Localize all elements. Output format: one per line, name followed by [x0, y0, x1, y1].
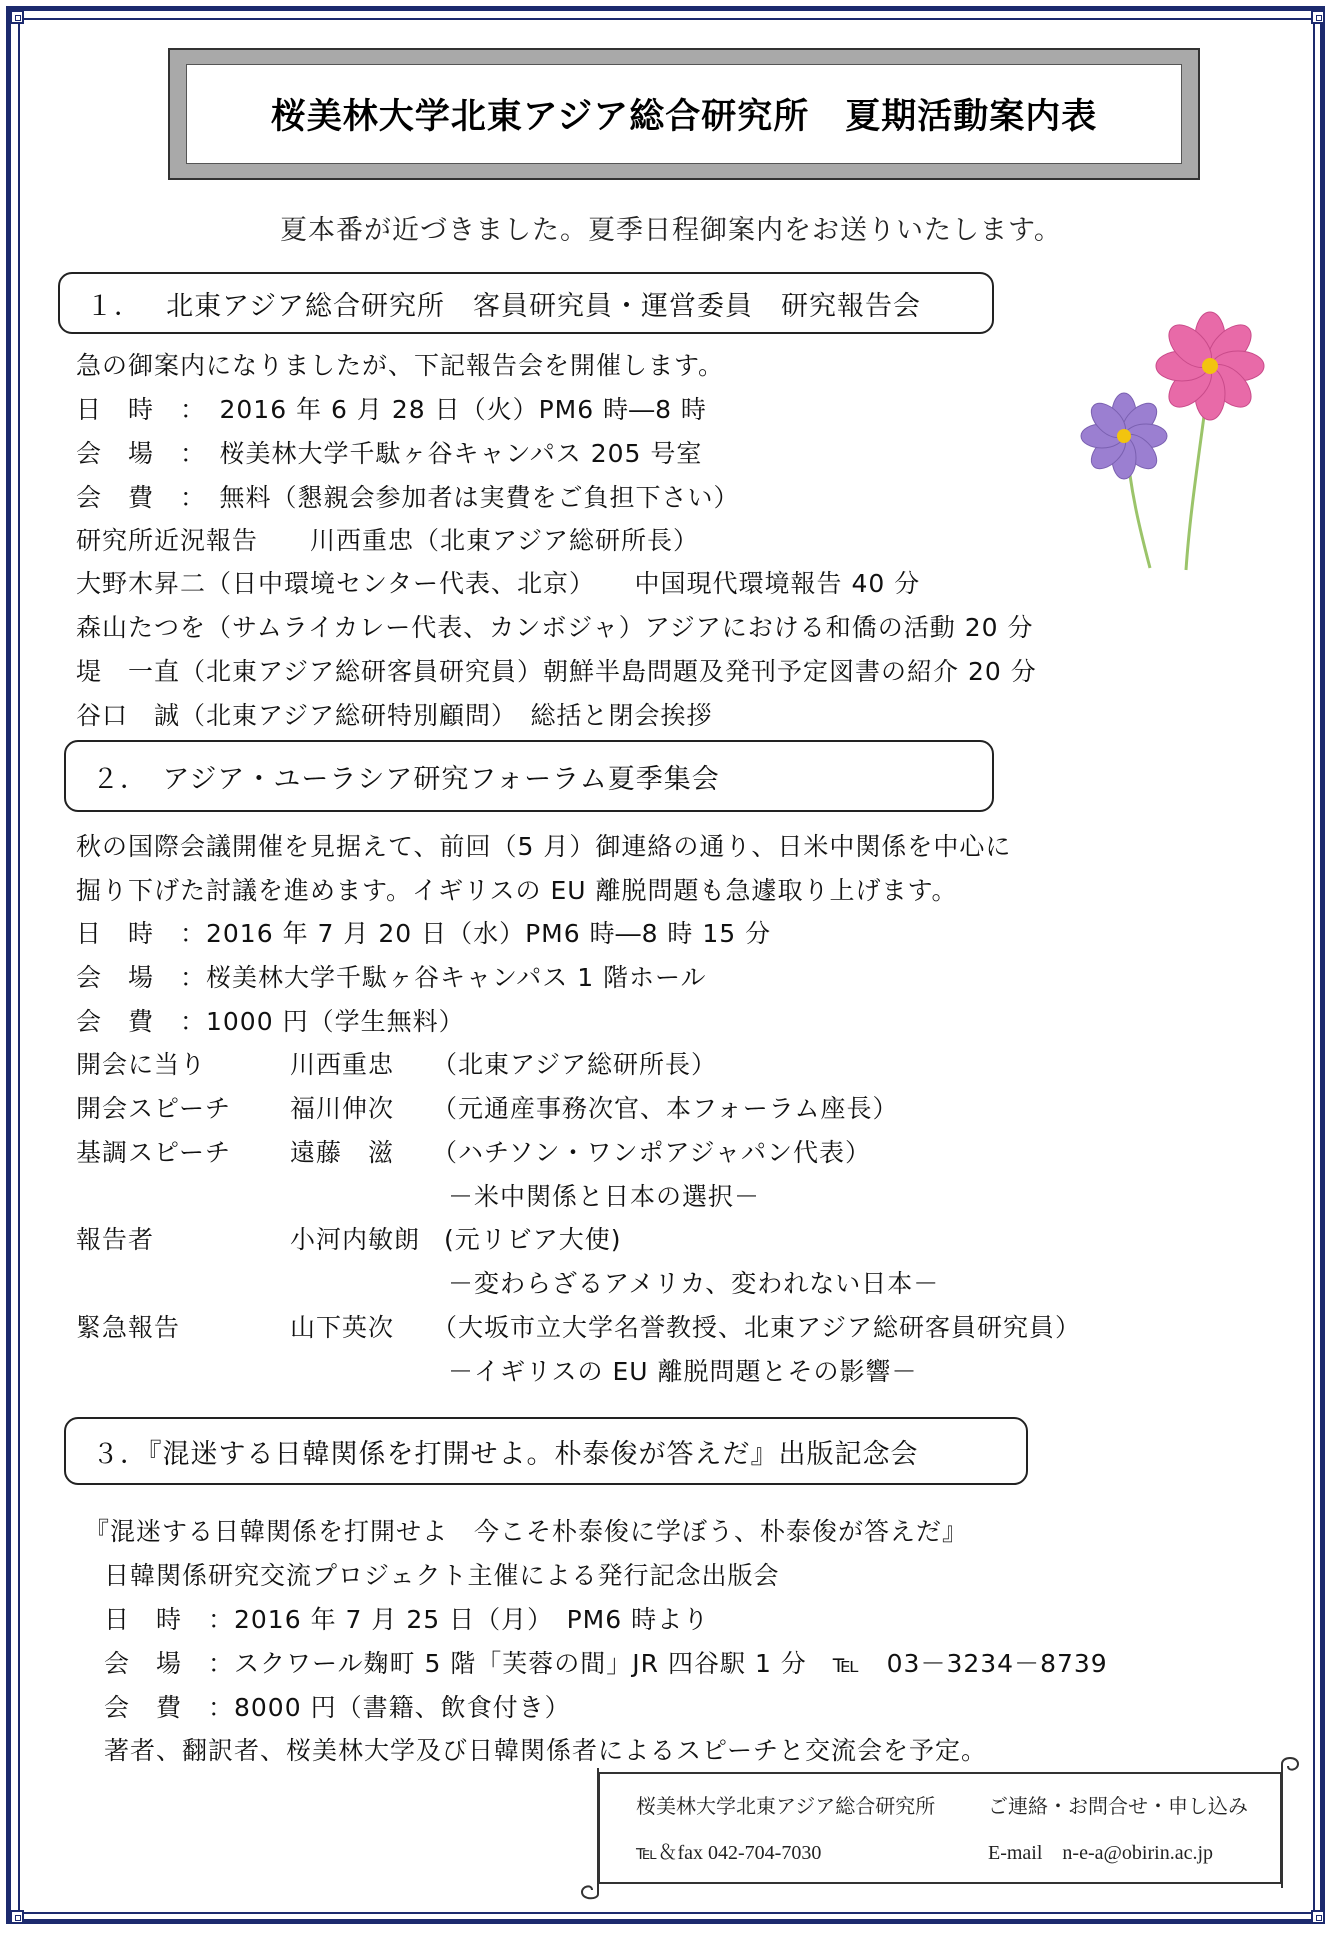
section3-heading: ３．『混迷する日韓関係を打開せよ。朴泰俊が答えだ』出版記念会	[92, 1438, 919, 1470]
page-title: 桜美林大学北東アジア総合研究所 夏期活動案内表	[270, 97, 1098, 137]
contact-tel: ℡＆fax 042-704-7030	[636, 1842, 822, 1864]
corner-ornament	[10, 10, 24, 24]
speaker-name: 遠藤 滋	[290, 1138, 395, 1167]
section3-line: 会 費 ：8000 円（書籍、飲食付き）	[104, 1693, 571, 1722]
corner-ornament	[1311, 1910, 1325, 1924]
section2-line: 秋の国際会議開催を見据えて、前回（5 月）御連絡の通り、日米中関係を中心に	[76, 832, 1012, 861]
purple-flower-icon	[1081, 393, 1167, 479]
corner-ornament	[1311, 10, 1325, 24]
subtitle: 夏本番が近づきました。夏季日程御案内をお送りいたします。	[280, 215, 1062, 246]
speaker-name: 小河内敏朗	[290, 1225, 421, 1254]
section2-heading-box	[64, 740, 994, 812]
section1-line: 会 費 ： 無料（懇親会参加者は実費をご負担下さい）	[76, 483, 740, 512]
section2-line: 掘り下げた討議を進めます。イギリスの EU 離脱問題も急遽取り上げます。	[76, 876, 958, 905]
pink-flower-icon	[1156, 312, 1264, 420]
speaker-detail: （大坂市立大学名誉教授、北東アジア総研客員研究員）	[432, 1313, 1082, 1342]
title-box	[168, 48, 1200, 180]
section2-line: 日 時 ：2016 年 7 月 20 日（水）PM6 時―8 時 15 分	[76, 919, 772, 948]
speaker-role: 報告者	[76, 1225, 155, 1254]
cosmos-flower-illustration	[1060, 300, 1280, 580]
contact-note: ご連絡・お問合せ・申し込み	[988, 1796, 1248, 1818]
section1-heading-box	[58, 272, 994, 334]
speaker-name: 山下英次	[290, 1313, 395, 1342]
section2-line: 会 場 ：桜美林大学千駄ヶ谷キャンパス 1 階ホール	[76, 963, 707, 992]
speaker-role: 開会スピーチ	[76, 1094, 232, 1123]
section1-line: 急の御案内になりましたが、下記報告会を開催します。	[76, 351, 725, 380]
speaker-detail: （ハチソン・ワンポアジャパン代表）	[432, 1138, 872, 1167]
section1-line: 森山たつを（サムライカレー代表、カンボジャ）アジアにおける和僑の活動 20 分	[76, 613, 1034, 642]
section3-heading-box	[64, 1417, 1028, 1485]
speaker-topic: －イギリスの EU 離脱問題とその影響－	[448, 1357, 918, 1386]
speaker-topic: －変わらざるアメリカ、変われない日本－	[448, 1269, 940, 1298]
speaker-detail: (元リビア大使)	[444, 1225, 622, 1254]
section1-line: 谷口 誠（北東アジア総研特別顧問） 総括と閉会挨拶	[76, 701, 713, 730]
title-inner	[186, 64, 1182, 164]
corner-ornament	[10, 1910, 24, 1924]
speaker-role: 開会に当り	[76, 1050, 207, 1079]
section1-line: 堤 一直（北東アジア総研客員研究員）朝鮮半島問題及発刊予定図書の紹介 20 分	[76, 657, 1037, 686]
section1-line: 日 時 ： 2016 年 6 月 28 日（火）PM6 時―8 時	[76, 395, 707, 424]
speaker-role: 基調スピーチ	[76, 1138, 232, 1167]
section1-line: 大野木昇二（日中環境センター代表、北京） 中国現代環境報告 40 分	[76, 569, 921, 598]
contact-box	[598, 1772, 1282, 1884]
section3-line: 日 時 ：2016 年 7 月 25 日（月） PM6 時より	[104, 1605, 710, 1634]
section2-heading: ２． アジア・ユーラシア研究フォーラム夏季集会	[92, 763, 720, 795]
speaker-topic: －米中関係と日本の選択－	[448, 1182, 761, 1211]
section3-line: 会 場 ：スクワール麹町 5 階「芙蓉の間」JR 四谷駅 1 分 ℡ 03－3234－8739	[104, 1649, 1108, 1678]
speaker-role: 緊急報告	[76, 1313, 181, 1342]
contact-email[interactable]: E-mail n-e-a@obirin.ac.jp	[988, 1842, 1213, 1864]
section1-line: 研究所近況報告 川西重忠（北東アジア総研所長）	[76, 526, 700, 555]
contact-scroll	[578, 1754, 1302, 1902]
speaker-detail: （北東アジア総研所長）	[432, 1050, 718, 1079]
section1-line: 会 場 ： 桜美林大学千駄ヶ谷キャンパス 205 号室	[76, 439, 703, 468]
contact-org: 桜美林大学北東アジア総合研究所	[636, 1796, 936, 1818]
section1-heading: １． 北東アジア総合研究所 客員研究員・運営委員 研究報告会	[86, 290, 922, 322]
speaker-detail: （元通産事務次官、本フォーラム座長）	[432, 1094, 899, 1123]
section3-line: 『混迷する日韓関係を打開せよ 今こそ朴泰俊に学ぼう、朴泰俊が答えだ』	[84, 1517, 969, 1546]
section3-line: 著者、翻訳者、桜美林大学及び日韓関係者によるスピーチと交流会を予定。	[104, 1736, 988, 1765]
speaker-name: 川西重忠	[290, 1050, 395, 1079]
section2-line: 会 費 ：1000 円（学生無料）	[76, 1007, 465, 1036]
section3-line: 日韓関係研究交流プロジェクト主催による発行記念出版会	[104, 1561, 780, 1590]
speaker-name: 福川伸次	[290, 1094, 395, 1123]
